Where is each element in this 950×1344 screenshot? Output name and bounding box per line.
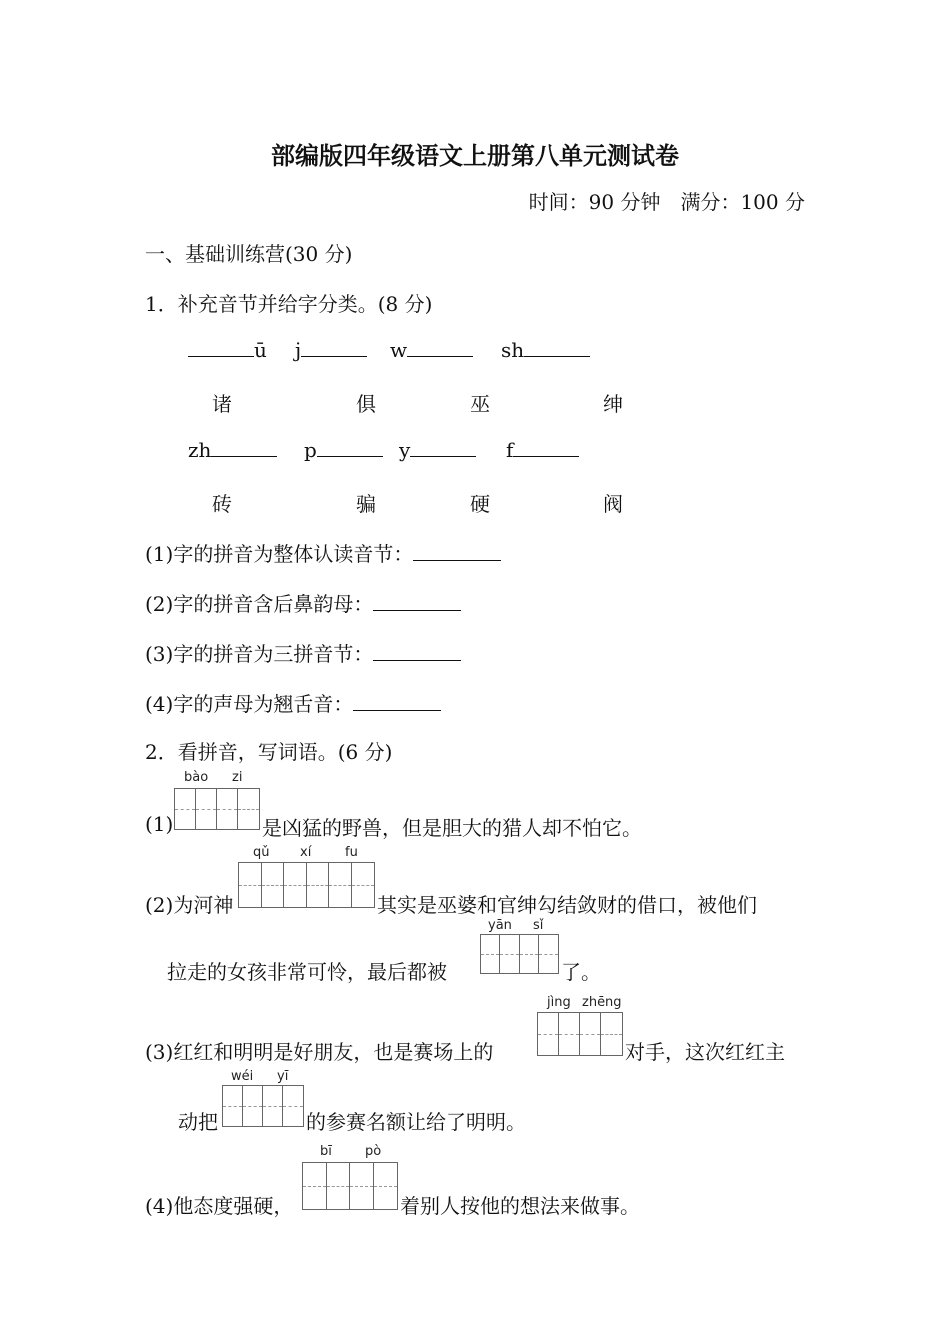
section-heading: 一、基础训练营(30 分): [145, 242, 353, 266]
sentence-text: 其实是巫婆和官绅勾结敛财的借口，被他们: [377, 893, 757, 917]
answer-blank[interactable]: [353, 692, 441, 711]
question-1-heading: 1．补充音节并给字分类。(8 分): [145, 292, 433, 316]
answer-blank[interactable]: [373, 592, 461, 611]
sub-question-4: (4)字的声母为翘舌音：: [145, 688, 441, 717]
character: 砖: [212, 492, 232, 516]
writing-grid[interactable]: [537, 1012, 623, 1056]
writing-grid[interactable]: [302, 1162, 398, 1210]
character: 阀: [603, 492, 623, 516]
character: 骗: [356, 492, 376, 516]
character: 诸: [212, 392, 232, 416]
character: 硬: [470, 492, 490, 516]
answer-blank[interactable]: [413, 542, 501, 561]
syllable-blank[interactable]: w: [390, 338, 473, 362]
syllable-blank[interactable]: j: [295, 338, 367, 362]
pinyin-label: wéi: [231, 1069, 254, 1084]
sentence-prefix: (1): [145, 812, 174, 836]
syllable-blank[interactable]: y: [399, 438, 476, 462]
sentence-text: 的参赛名额让给了明明。: [306, 1110, 526, 1134]
character: 巫: [470, 392, 490, 416]
pinyin-label: pò: [365, 1144, 382, 1159]
sub-question-1: (1)字的拼音为整体认读音节：: [145, 538, 501, 567]
pinyin-label: xí: [300, 845, 312, 860]
writing-grid[interactable]: [480, 934, 559, 974]
sentence-prefix: 动把: [178, 1110, 218, 1134]
pinyin-label: jìng: [547, 995, 571, 1010]
pinyin-label: yān: [488, 918, 512, 933]
syllable-blank[interactable]: ū: [188, 338, 267, 362]
pinyin-label: zi: [232, 770, 243, 785]
question-2-heading: 2．看拼音，写词语。(6 分): [145, 740, 393, 764]
pinyin-label: qǔ: [253, 845, 270, 860]
syllable-blank[interactable]: f: [506, 438, 579, 462]
pinyin-label: zhēng: [582, 995, 622, 1010]
exam-meta: 时间：90 分钟 满分：100 分: [528, 190, 805, 214]
syllable-blank[interactable]: zh: [188, 438, 277, 462]
sentence-text: 对手，这次红红主: [625, 1040, 785, 1064]
character: 绅: [603, 392, 623, 416]
sentence-prefix: (2)为河神: [145, 893, 234, 917]
sentence-text: 是凶猛的野兽，但是胆大的猎人却不怕它。: [262, 816, 642, 840]
sentence-prefix: (3)红红和明明是好朋友，也是赛场上的: [145, 1040, 494, 1064]
pinyin-label: bī: [320, 1144, 332, 1159]
character: 俱: [356, 392, 376, 416]
pinyin-label: bào: [184, 770, 209, 785]
sub-question-2: (2)字的拼音含后鼻韵母：: [145, 588, 461, 617]
writing-grid[interactable]: [238, 862, 375, 908]
page-title: 部编版四年级语文上册第八单元测试卷: [271, 142, 679, 170]
writing-grid[interactable]: [174, 788, 260, 830]
writing-grid[interactable]: [222, 1085, 304, 1127]
pinyin-label: fu: [345, 845, 358, 860]
sentence-text: 了。: [561, 960, 601, 984]
answer-blank[interactable]: [373, 642, 461, 661]
syllable-blank[interactable]: p: [304, 438, 383, 462]
pinyin-label: sǐ: [533, 918, 544, 933]
sentence-prefix: 拉走的女孩非常可怜，最后都被: [167, 960, 447, 984]
sentence-prefix: (4)他态度强硬，: [145, 1194, 294, 1218]
sentence-text: 着别人按他的想法来做事。: [400, 1194, 640, 1218]
sub-question-3: (3)字的拼音为三拼音节：: [145, 638, 461, 667]
pinyin-label: yī: [277, 1069, 289, 1084]
syllable-blank[interactable]: sh: [501, 338, 590, 362]
